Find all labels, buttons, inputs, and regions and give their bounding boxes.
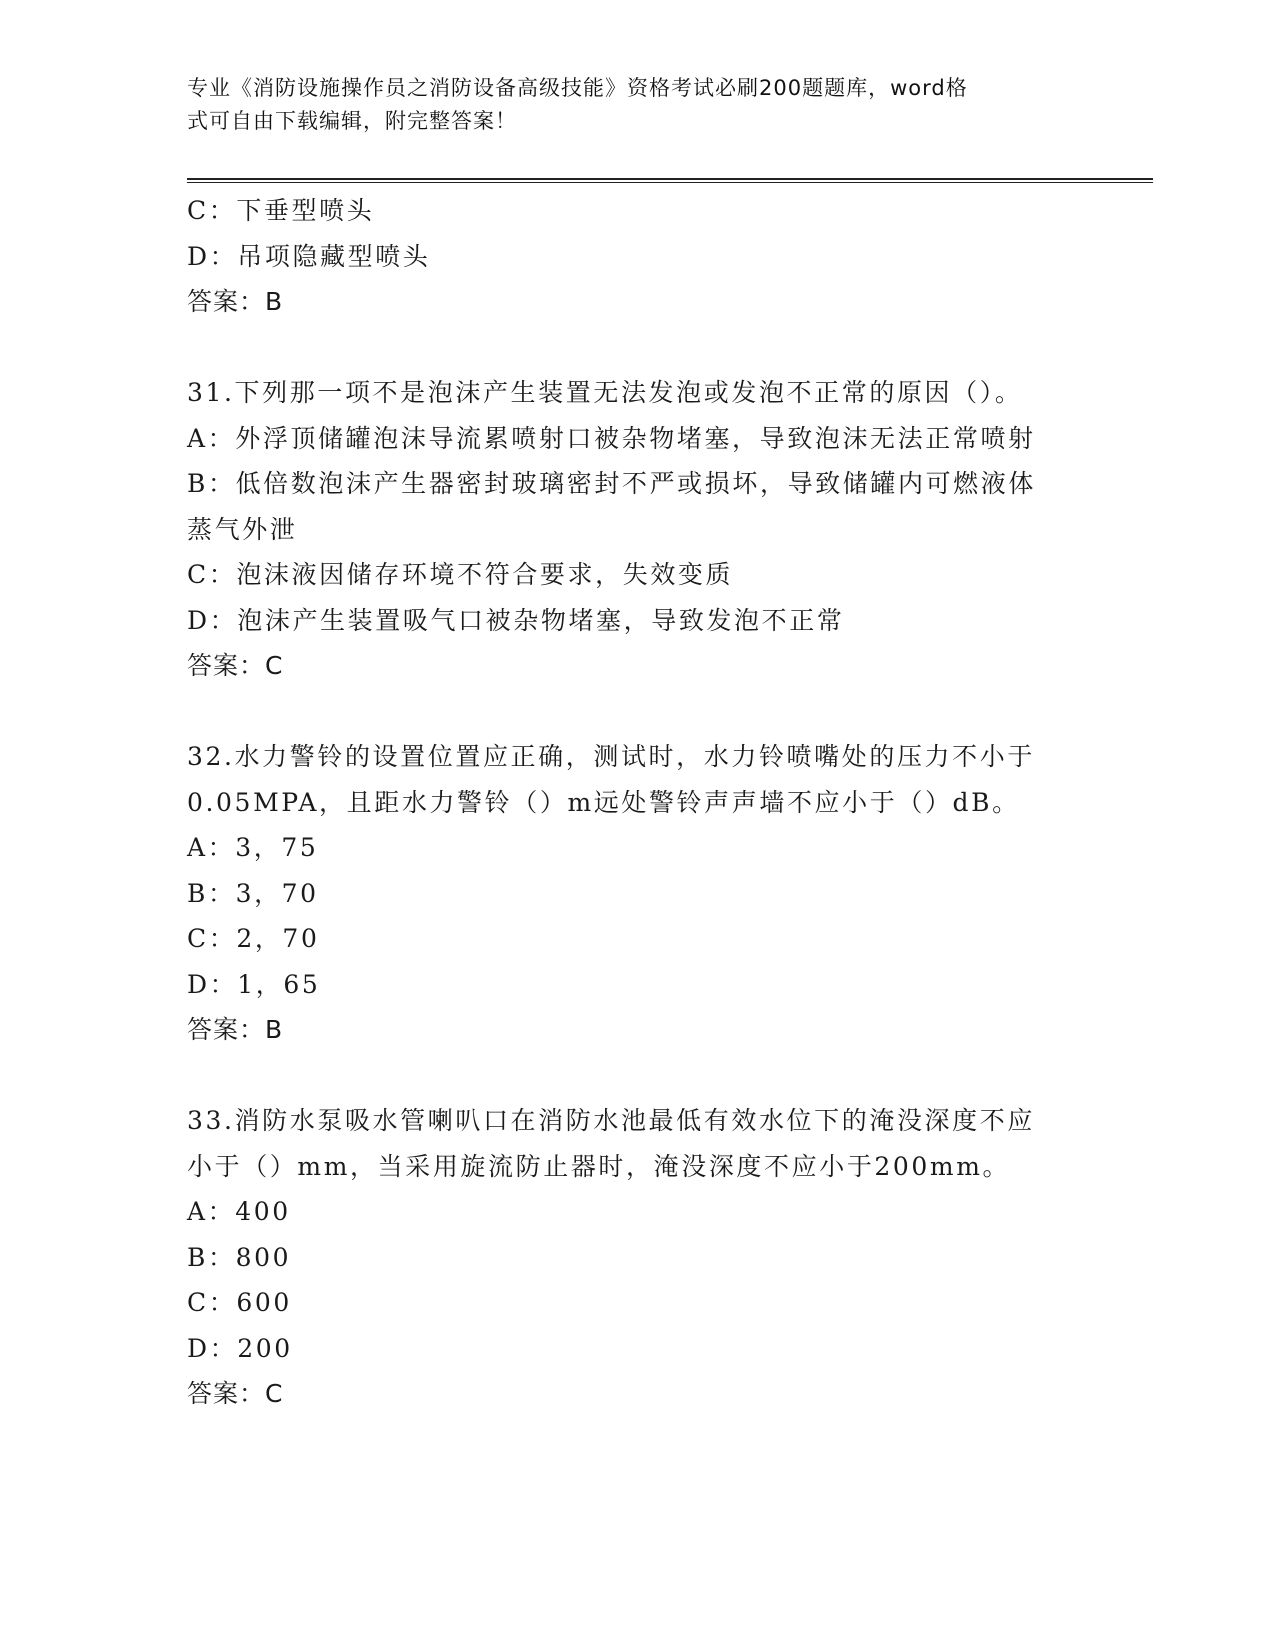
question-33 [187,1098,1087,1417]
option-b: B：低倍数泡沫产生器密封玻璃密封不严或损坏，导致储罐内可燃液体 [187,469,1036,498]
answer-line: 答案：B [187,287,284,316]
answer-line: 答案：C [187,1379,284,1408]
answer-line: 答案：B [187,1015,284,1044]
question-32 [187,734,1087,1053]
option-c: C：泡沫液因储存环境不符合要求，失效变质 [187,560,734,589]
question-list [187,188,1087,1417]
question-text: 32.水力警铃的设置位置应正确，测试时，水力铃喷嘴处的压力不小于 [187,742,1035,771]
spacer [187,325,1087,371]
option-b: B：3，70 [187,878,319,908]
option-d: D：200 [187,1333,293,1363]
header-line-2: 式可自由下载编辑，附完整答案！ [187,109,517,133]
header-divider [187,178,1153,183]
question-text: 33.消防水泵吸水管喇叭口在消防水池最低有效水位下的淹没深度不应 [187,1106,1035,1135]
header-line-1: 专业《消防设施操作员之消防设备高级技能》资格考试必刷200题题库，word格 [187,76,968,100]
option-b-continued: 蒸气外泄 [187,514,298,544]
question-text-continued: 0.05MPA，且距水力警铃（）m远处警铃声声墙不应小于（）dB。 [187,787,1020,817]
option-d: D：吊项隐藏型喷头 [187,241,431,271]
spacer [187,1053,1087,1099]
option-c: C：下垂型喷头 [187,196,375,225]
answer-line: 答案：C [187,651,284,680]
option-a: A：3，75 [187,833,319,862]
question-31 [187,370,1087,689]
continued-question [187,188,1087,325]
option-b: B：800 [187,1242,292,1272]
question-text: 31.下列那一项不是泡沫产生装置无法发泡或发泡不正常的原因（）。 [187,378,1023,407]
option-d: D：泡沫产生装置吸气口被杂物堵塞，导致发泡不正常 [187,605,845,635]
spacer [187,689,1087,735]
question-text-continued: 小于（）mm，当采用旋流防止器时，淹没深度不应小于200mm。 [187,1151,1011,1181]
document-header [187,72,1077,138]
option-d: D：1，65 [187,969,321,999]
option-a: A：400 [187,1197,291,1226]
option-c: C：600 [187,1288,292,1317]
option-c: C：2，70 [187,924,320,953]
option-a: A：外浮顶储罐泡沫导流累喷射口被杂物堵塞，导致泡沫无法正常喷射 [187,423,1036,453]
